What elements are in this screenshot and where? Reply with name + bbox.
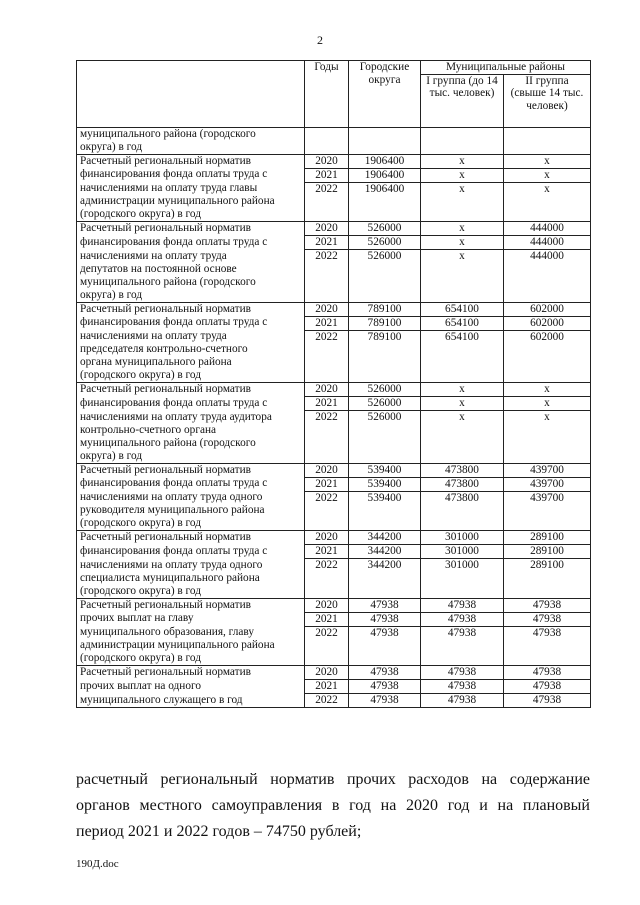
norm-description [77,316,305,330]
group1-value: 47938 [421,626,504,666]
group2-value: 289100 [504,545,591,559]
header-group-2: II группа (свыше 14 тыс. человек) [504,74,591,127]
table-body [77,127,591,708]
description-line: Расчетный региональный норматив [80,666,251,678]
group1-value: 47938 [421,680,504,694]
norm-description [77,302,305,316]
paragraph-line-1: расчетный региональный норматив прочих расходов на содержание [76,771,590,788]
norm-description [77,383,305,397]
table-row [77,222,591,236]
continuation-row [77,127,591,154]
year-cell: 2021 [305,680,349,694]
norm-description [77,531,305,545]
year-cell: 2022 [305,626,349,666]
group1-value: 47938 [421,694,504,708]
table-row [77,531,591,545]
paragraph-line-3: период 2021 и 2022 годов – 74750 рублей; [76,823,362,840]
group1-value: 654100 [421,302,504,316]
table-row [77,626,591,666]
description-line: (городского округа) в год [80,517,201,529]
description-line: Расчетный региональный норматив [80,154,251,167]
city-value: 789100 [349,316,421,330]
group2-value: 47938 [504,680,591,694]
header-group-1: I группа (до 14 тыс. человек) [421,74,504,127]
description-line: Расчетный региональный норматив [80,222,251,234]
group2-value: 444000 [504,222,591,236]
group2-value: 439700 [504,477,591,491]
city-value: 47938 [349,694,421,708]
city-value: 539400 [349,491,421,531]
description-line: Расчетный региональный норматив [80,531,251,543]
description-line: начислениями на оплату труда [80,249,227,262]
norm-description [77,545,305,559]
description-line: муниципального образования, главу [80,626,254,638]
year-cell: 2021 [305,397,349,411]
group1-value: 301000 [421,531,504,545]
group2-value: 444000 [504,250,591,303]
city-value: 344200 [349,559,421,599]
group2-value: 602000 [504,330,591,383]
table-row [77,694,591,708]
description-line: начислениями на оплату труда [80,330,227,342]
city-value: 526000 [349,236,421,250]
description-line: специалиста муниципального района [80,571,260,584]
table-row [77,666,591,680]
year-cell: 2022 [305,411,349,464]
city-value: 789100 [349,302,421,316]
group2-value: 47938 [504,626,591,666]
description-line: контрольно-счетного органа [80,423,217,436]
city-value: 789100 [349,330,421,383]
norm-description [77,626,305,666]
group1-value: x [421,154,504,168]
group1-value: 473800 [421,477,504,491]
group2-value: 444000 [504,236,591,250]
table-row [77,545,591,559]
group2-value: x [504,154,591,168]
norm-description [77,680,305,694]
group1-value: x [421,250,504,303]
group1-value: x [421,168,504,182]
description-line: округа) в год [80,288,143,301]
group2-value: 602000 [504,316,591,330]
norm-description [77,330,305,383]
table-row [77,491,591,531]
year-cell: 2020 [305,666,349,680]
page-number: 2 [317,33,323,47]
group2-value: x [504,397,591,411]
description-line: финансирования фонда оплаты труда с [80,544,268,557]
description-line: администрации муниципального района [80,639,275,651]
norm-description [77,397,305,411]
description-line: финансирования фонда оплаты труда с [80,168,268,180]
year-cell: 2021 [305,545,349,559]
description-line: начислениями на оплату труда одного [80,491,263,503]
normatives-table [76,60,591,708]
group1-value: 654100 [421,330,504,383]
table-row [77,154,591,168]
norm-description [77,598,305,612]
city-value: 1906400 [349,154,421,168]
description-line: Расчетный региональный норматив [80,302,251,315]
table-row [77,302,591,316]
group2-value: 439700 [504,491,591,531]
table-row [77,250,591,303]
city-value: 1906400 [349,168,421,182]
norm-description [77,222,305,236]
description-line: (городского округа) в год [80,208,201,220]
city-value: 47938 [349,680,421,694]
norm-description [77,250,305,303]
description-line: начислениями на оплату труда главы [80,182,258,194]
description-line: (городского округа) в год [80,652,201,664]
city-value: 526000 [349,383,421,397]
norm-description [77,477,305,491]
city-value: 526000 [349,222,421,236]
header-year: Годы [305,61,349,128]
table-row [77,612,591,626]
norm-description [77,411,305,464]
norm-description [77,182,305,222]
header-city-districts: Городские округа [349,61,421,128]
table-row [77,383,591,397]
city-value: 47938 [349,666,421,680]
group1-value: 301000 [421,559,504,599]
description-line: прочих выплат на главу [80,612,194,624]
table-row [77,598,591,612]
description-line: муниципального района (городского [80,436,256,449]
norm-description [77,236,305,250]
description-line: органа муниципального района [80,356,232,368]
group1-value: 654100 [421,316,504,330]
year-cell: 2022 [305,491,349,531]
table-row [77,411,591,464]
table-row [77,477,591,491]
year-cell: 2021 [305,168,349,182]
city-value: 344200 [349,545,421,559]
city-value: 47938 [349,612,421,626]
year-cell: 2020 [305,531,349,545]
year-cell: 2021 [305,477,349,491]
description-line: муниципального служащего в год [80,693,243,706]
group2-value: x [504,182,591,222]
year-cell: 2022 [305,182,349,222]
group2-value: 439700 [504,463,591,477]
group2-value: x [504,411,591,464]
norm-description [77,463,305,477]
table-row [77,397,591,411]
city-value: 47938 [349,598,421,612]
table-row [77,182,591,222]
table-row [77,330,591,383]
description-line: администрации муниципального района [80,195,275,207]
year-cell: 2022 [305,250,349,303]
group2-value: 47938 [504,598,591,612]
city-value: 539400 [349,477,421,491]
norm-description [77,154,305,168]
city-value: 1906400 [349,182,421,222]
description-line: финансирования фонда оплаты труда с [80,396,268,409]
norm-description [77,666,305,680]
description-line: финансирования фонда оплаты труда с [80,316,268,328]
group1-value: x [421,236,504,250]
year-cell: 2020 [305,383,349,397]
year-cell: 2020 [305,302,349,316]
city-value: 526000 [349,411,421,464]
description-line: депутатов на постоянной основе [80,262,237,275]
year-cell: 2021 [305,612,349,626]
year-cell: 2022 [305,330,349,383]
group1-value: 301000 [421,545,504,559]
description-line: начислениями на оплату труда одного [80,558,263,571]
description-line: финансирования фонда оплаты труда с [80,477,268,489]
group1-value: 47938 [421,666,504,680]
group1-value: x [421,411,504,464]
group2-value: 47938 [504,694,591,708]
year-cell: 2021 [305,236,349,250]
group1-value: 473800 [421,463,504,477]
group1-value: x [421,182,504,222]
table-row [77,236,591,250]
city-value: 344200 [349,531,421,545]
header-description [77,61,305,128]
norm-description [77,694,305,708]
description-line: финансирования фонда оплаты труда с [80,235,268,248]
city-value: 47938 [349,626,421,666]
description-line: начислениями на оплату труда аудитора [80,410,272,423]
group1-value: 47938 [421,612,504,626]
table-row [77,168,591,182]
group1-value: x [421,397,504,411]
description-line: Расчетный региональный норматив [80,383,251,395]
year-cell: 2022 [305,694,349,708]
group1-value: x [421,383,504,397]
norm-description [77,612,305,626]
description-line: прочих выплат на одного [80,679,201,692]
description-line: муниципального района (городского [80,275,256,288]
header-municipal-districts: Муниципальные районы [421,61,591,75]
paragraph-line-2: органов местного самоуправления в год на 2020 год и на плановый [76,797,590,814]
group1-value: 47938 [421,598,504,612]
description-line: (городского округа) в год [80,584,201,597]
group2-value: 289100 [504,531,591,545]
group2-value: x [504,383,591,397]
year-cell: 2021 [305,316,349,330]
norm-description [77,491,305,531]
table-row [77,463,591,477]
group1-value: 473800 [421,491,504,531]
description-line: Расчетный региональный норматив [80,598,251,611]
footer-filename: 190Д.doc [76,858,119,870]
description-line: руководителя муниципального района [80,504,265,516]
city-value: 526000 [349,397,421,411]
group2-value: 47938 [504,666,591,680]
city-value: 539400 [349,463,421,477]
description-line: Расчетный региональный норматив [80,463,251,476]
description-line: округа) в год [80,449,143,462]
year-cell: 2020 [305,154,349,168]
table-row [77,559,591,599]
norm-description [77,559,305,599]
year-cell: 2020 [305,463,349,477]
group1-value: x [421,222,504,236]
year-cell: 2020 [305,598,349,612]
year-cell: 2022 [305,559,349,599]
city-value: 526000 [349,250,421,303]
table-row [77,680,591,694]
group2-value: 602000 [504,302,591,316]
norm-description [77,168,305,182]
year-cell: 2020 [305,222,349,236]
table-row [77,316,591,330]
description-line: (городского округа) в год [80,369,201,381]
continuation-text: муниципального района (городского округа) в год [77,127,305,154]
group2-value: x [504,168,591,182]
description-line: председателя контрольно-счетного [80,343,248,355]
group2-value: 47938 [504,612,591,626]
group2-value: 289100 [504,559,591,599]
